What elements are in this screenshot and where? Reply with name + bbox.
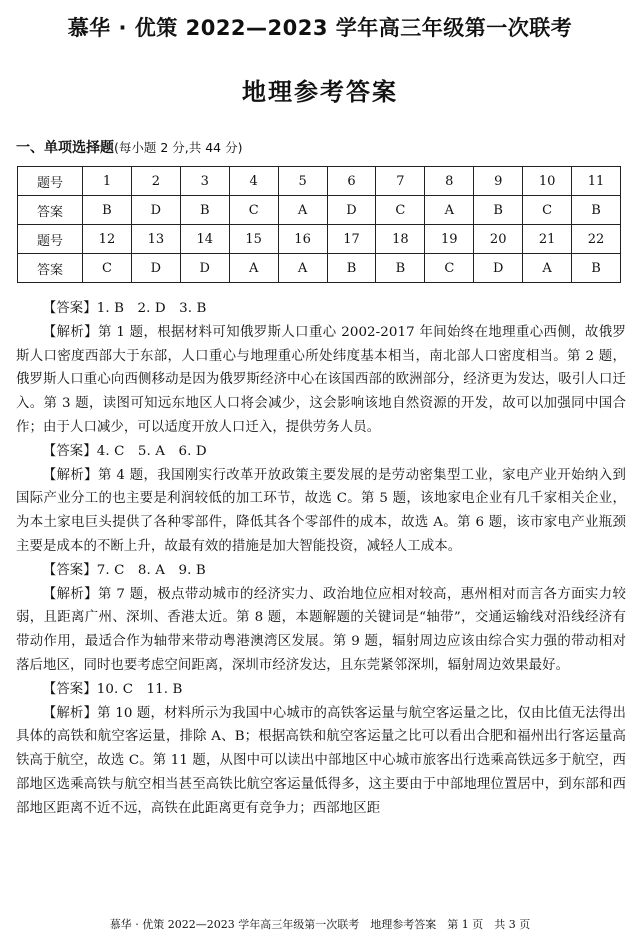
- answer-cell: 15: [229, 225, 278, 254]
- section-heading: [16, 137, 242, 157]
- section-note: (每小题 2 分,共 44 分): [114, 140, 243, 155]
- answer-cell: B: [572, 196, 621, 225]
- answer-cell: A: [278, 254, 327, 283]
- answer-cell: 14: [180, 225, 229, 254]
- row-label: 题号: [18, 167, 83, 196]
- answer-cell: 3: [180, 167, 229, 196]
- analysis-paragraph: 【解析】第 7 题，极点带动城市的经济实力、政治地位应相对较高，惠州相对而言各方面实力较弱，且距离广州、深圳、香港太近。第 8 题，本题解题的关键词是“轴带”，交通运输线对沿线经济有带动作用，最适合作为轴带来带动粤港澳湾区发展。第 9 题，辐射周边应该由综合实力强的带动相对落后地区，同时也要考虑空间距离，深圳市经济发达，且东莞紧邻深圳，辐射周边效果最好。: [16, 586, 626, 673]
- answer-cell: 1: [83, 167, 132, 196]
- answer-cell: B: [327, 254, 376, 283]
- answer-cell: 21: [523, 225, 572, 254]
- answer-cell: B: [572, 254, 621, 283]
- answer-cell: C: [83, 254, 132, 283]
- answer-line: 【答案】7. C 8. A 9. B: [42, 562, 206, 578]
- answer-cell: D: [474, 254, 523, 283]
- row-label: 答案: [18, 196, 83, 225]
- analysis-paragraph: 【解析】第 10 题，材料所示为我国中心城市的高铁客运量与航空客运量之比，仅由比值无法得出具体的高铁和航空客运量，排除 A、B；根据高铁和航空客运量之比可以看出合肥和福州出行客运量高铁高于航空，故选 C。第 11 题，从图中可以读出中部地区中心城市旅客出行选乘高铁远多于航空，西部地区选乘高铁与航空相当甚至高铁比航空客运量低得多，这主要由于中部地理位置居中，到东部和西部地区距离不近不远，高铁在此距离更有竞争力；西部地区距: [16, 705, 626, 816]
- answer-cell: 9: [474, 167, 523, 196]
- answer-cell: 11: [572, 167, 621, 196]
- row-label: 题号: [18, 225, 83, 254]
- answer-cell: C: [425, 254, 474, 283]
- analysis-paragraph: 【解析】第 1 题，根据材料可知俄罗斯人口重心 2002-2017 年间始终在地理重心西侧，故俄罗斯人口密度西部大于东部，人口重心与地理重心所处纬度基本相当，南北部人口密度相当。第 2 题，俄罗斯人口重心向西侧移动是因为俄罗斯经济中心在该国西部的欧洲部分，经济更为发达，吸引人口迁入。第 3 题，读图可知远东地区人口将会减少，这会影响该地自然资源的开发，故可以加强同中国合作；由于人口减少，可以适度开放人口迁入，提供劳务人员。: [16, 324, 626, 435]
- answer-cell: 2: [131, 167, 180, 196]
- answer-cell: C: [376, 196, 425, 225]
- answer-line: 【答案】4. C 5. A 6. D: [42, 443, 207, 459]
- answer-cell: D: [131, 254, 180, 283]
- answer-cell: 20: [474, 225, 523, 254]
- answer-cell: 10: [523, 167, 572, 196]
- exam-title: 慕华 · 优策 2022—2023 学年高三年级第一次联考: [67, 16, 573, 40]
- answer-cell: 17: [327, 225, 376, 254]
- answer-table-row: [18, 167, 621, 196]
- answer-cell: 6: [327, 167, 376, 196]
- answer-table-row: [18, 196, 621, 225]
- explanation-body: [16, 297, 626, 821]
- section-title: 一、单项选择题: [16, 140, 114, 156]
- answer-cell: D: [180, 254, 229, 283]
- answer-cell: 7: [376, 167, 425, 196]
- answer-line: 【答案】1. B 2. D 3. B: [42, 301, 207, 316]
- answer-cell: A: [278, 196, 327, 225]
- analysis-paragraph: 【解析】第 4 题，我国刚实行改革开放政策主要发展的是劳动密集型工业，家电产业开始纳入到国际产业分工的也主要是利润较低的加工环节，故选 C。第 5 题，该地家电企业有几千家相关企业，为本土家电巨头提供了各种零部件，降低其各个零部件的成本，故选 A。第 6 题，该市家电产业瓶颈主要是成本的不断上升，故最有效的措施是加大智能投资，减轻人工成本。: [16, 467, 626, 554]
- answer-table-row: [18, 225, 621, 254]
- answer-cell: D: [131, 196, 180, 225]
- answer-cell: A: [523, 254, 572, 283]
- answer-cell: 5: [278, 167, 327, 196]
- answer-cell: 8: [425, 167, 474, 196]
- answer-cell: 12: [83, 225, 132, 254]
- row-label: 答案: [18, 254, 83, 283]
- page-footer: 慕华 · 优策 2022—2023 学年高三年级第一次联考 地理参考答案 第 1 页 共 3 页: [109, 918, 531, 931]
- answer-cell: 22: [572, 225, 621, 254]
- answer-cell: A: [425, 196, 474, 225]
- answer-cell: 4: [229, 167, 278, 196]
- answer-cell: 19: [425, 225, 474, 254]
- answer-cell: A: [229, 254, 278, 283]
- document-subtitle: 地理参考答案: [242, 78, 398, 106]
- answer-cell: B: [376, 254, 425, 283]
- answer-cell: B: [83, 196, 132, 225]
- answer-cell: 18: [376, 225, 425, 254]
- answer-cell: B: [474, 196, 523, 225]
- answer-cell: D: [327, 196, 376, 225]
- answer-cell: B: [180, 196, 229, 225]
- answer-table-row: [18, 254, 621, 283]
- answer-line: 【答案】10. C 11. B: [42, 681, 183, 697]
- answer-cell: 13: [131, 225, 180, 254]
- answer-table: [17, 166, 621, 283]
- answer-cell: 16: [278, 225, 327, 254]
- answer-cell: C: [523, 196, 572, 225]
- answer-cell: C: [229, 196, 278, 225]
